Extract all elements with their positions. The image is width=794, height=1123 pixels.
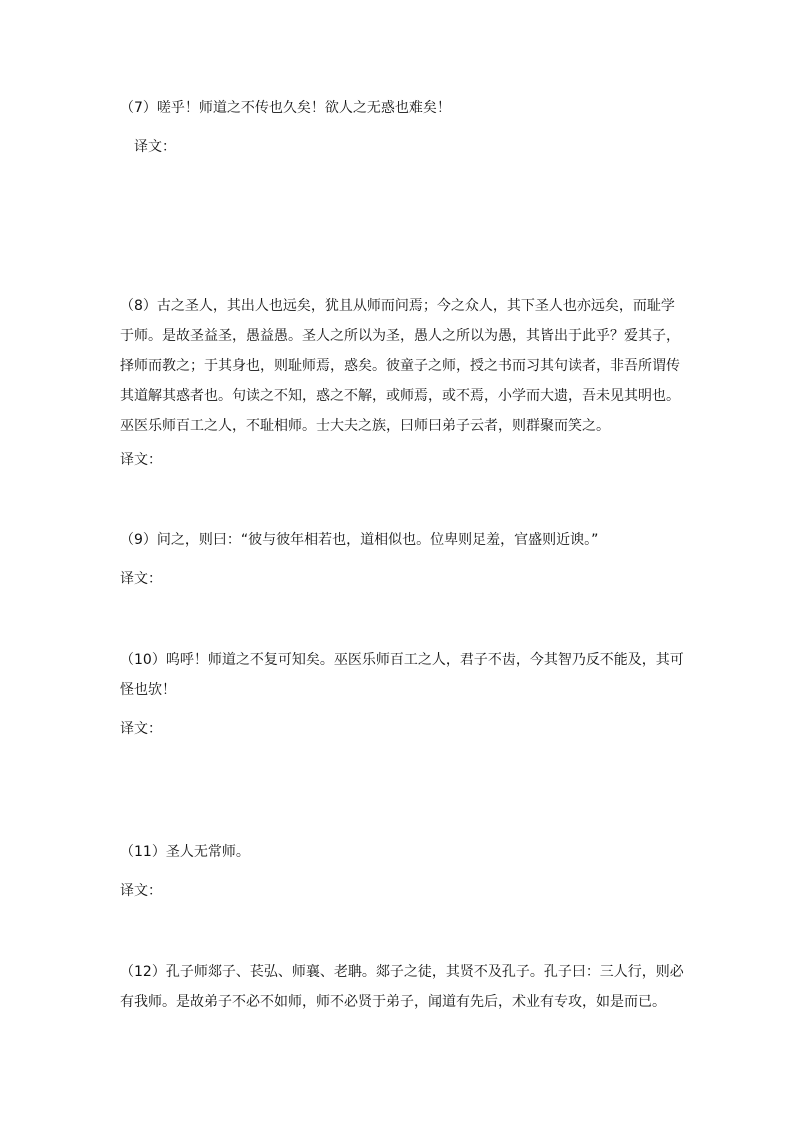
passage-line: （12）孔子师郯子、苌弘、师襄、老聃。郯子之徒，其贤不及孔子。孔子曰：三人行，则必 (120, 964, 684, 980)
passage-8 (120, 294, 680, 438)
passage-11 (120, 840, 680, 864)
passage-line: （10）呜呼！师道之不复可知矣。巫医乐师百工之人，君子不齿，今其智乃反不能及，其可 (120, 652, 684, 668)
passage-line: 于师。是故圣益圣，愚益愚。圣人之所以为圣，愚人之所以为愚，其皆出于此乎？爱其子， (120, 328, 680, 344)
passage-line: 有我师。是故弟子不必不如师，师不必贤于弟子，闻道有先后，术业有专攻，如是而已。 (120, 994, 666, 1010)
passage-line: 择师而教之；于其身也，则耻师焉，惑矣。彼童子之师，授之书而习其句读者，非吾所谓传 (120, 358, 680, 374)
passage-line: 怪也欤！ (120, 682, 176, 698)
passage-9 (120, 528, 680, 552)
passage-12 (120, 960, 684, 1014)
passage-line: （7）嗟乎！师道之不传也久矣！欲人之无惑也难矣！ (120, 100, 451, 116)
passage-line: 巫医乐师百工之人，不耻相师。士大夫之族，曰师曰弟子云者，则群聚而笑之。 (120, 418, 610, 434)
translation-label-11: 译文： (120, 883, 162, 899)
passage-line: （9）问之，则曰：“彼与彼年相若也，道相似也。位卑则足羞，官盛则近谀。” (120, 532, 599, 548)
translation-label-10: 译文： (120, 721, 162, 737)
passage-10 (120, 648, 684, 702)
passage-line: 其道解其惑者也。句读之不知，惑之不解，或师焉，或不焉，小学而大遗，吾未见其明也。 (120, 388, 680, 404)
translation-label-8: 译文： (120, 452, 162, 468)
passage-line: （11）圣人无常师。 (120, 844, 250, 860)
translation-label-9: 译文： (120, 571, 162, 587)
passage-line: （8）古之圣人，其出人也远矣，犹且从师而问焉；今之众人，其下圣人也亦远矣，而耻学 (120, 298, 675, 314)
passage-7 (120, 96, 680, 120)
translation-label-7: 译文： (134, 139, 176, 155)
